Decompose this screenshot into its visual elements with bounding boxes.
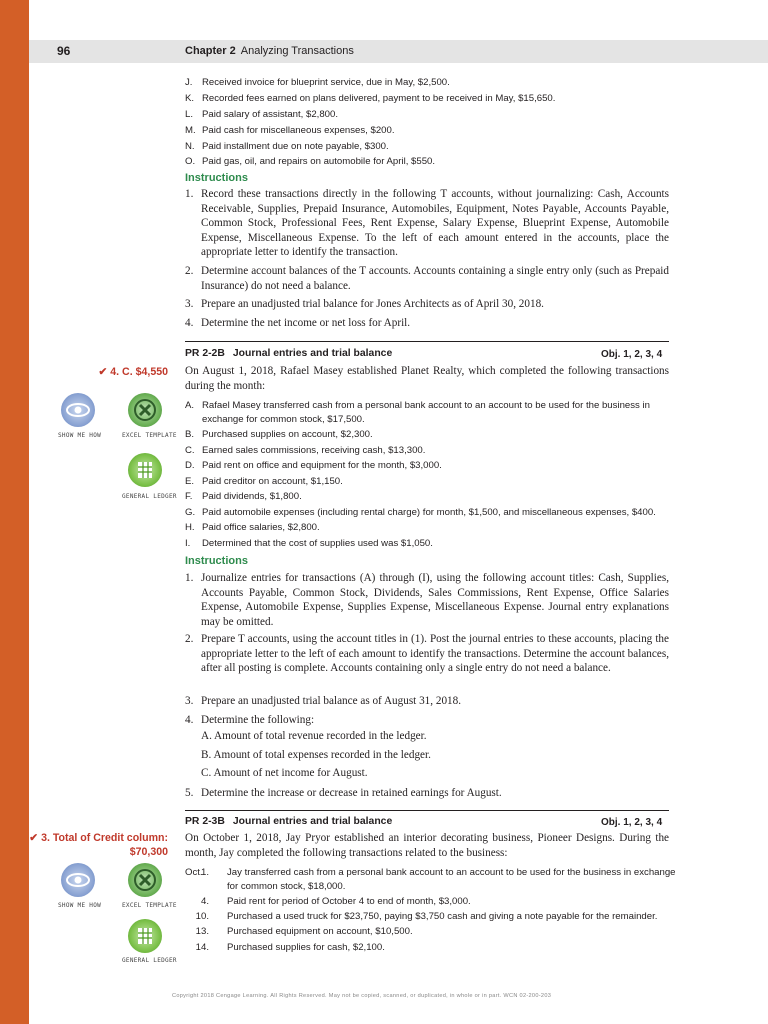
list-item: E. Paid creditor on account, $1,150. [185,476,343,487]
page-header-bar [29,40,768,63]
sub-step: B. Amount of total expenses recorded in the ledger. [201,749,431,761]
instruction-step: 3. Prepare an unadjusted trial balance as of August 31, 2018. [185,695,462,707]
list-item: D. Paid rent on office and equipment for the month, $3,000. [185,460,442,471]
list-item: B. Purchased supplies on account, $2,300. [185,429,373,440]
list-item: L. Paid salary of assistant, $2,800. [185,109,338,120]
excel-template-icon[interactable] [128,863,162,897]
list-item: M. Paid cash for miscellaneous expenses, $200. [185,125,395,136]
check-figure: ✔ 4. C. $4,550 [98,366,168,378]
sub-step: A. Amount of total revenue recorded in the ledger. [201,730,427,742]
sub-step: C. Amount of net income for August. [201,767,368,779]
dated-transaction: 4. Paid rent for period of October 4 to end of month, $3,000. [200,896,471,907]
copyright-footer: Copyright 2018 Cengage Learning. All Rights Reserved. May not be copied, scanned, or duplicated, in whole or in part. WCN 02-200-203 [172,993,552,999]
dated-transaction-continuation: for common stock, $18,000. [227,881,346,892]
check-figure-amount: $70,300 [129,846,168,858]
general-ledger-icon[interactable] [128,453,162,487]
dated-transaction: Oct. 1. Jay transferred cash from a personal bank account to an account to be used for the business in exchange [185,867,676,878]
problem-intro: On October 1, 2018, Jay Pryor established an interior decorating business, Pioneer Designs. During the month, Jay completed the following transactions related to the business: [185,832,669,859]
instruction-step: 3. Prepare an unadjusted trial balance for Jones Architects as of April 30, 2018. [185,298,544,310]
problem-heading: PR 2-2B Journal entries and trial balance [185,348,393,359]
show-me-how-label: SHOW ME HOW [58,902,102,909]
list-item-continuation: exchange for common stock, $17,500. [202,414,365,425]
objectives: Obj. 1, 2, 3, 4 [601,817,663,828]
instructions-heading: Instructions [185,172,248,184]
chapter-label: Chapter 2 [185,45,236,57]
list-item: A. Rafael Masey transferred cash from a personal bank account to an account to be used for the business in [185,400,650,411]
excel-template-icon[interactable] [128,393,162,427]
orange-margin-strip [0,0,29,1024]
problem-intro: On August 1, 2018, Rafael Masey established Planet Realty, which completed the following transactions during the month: [185,365,669,392]
list-item: J. Received invoice for blueprint service, due in May, $2,500. [185,77,450,88]
show-me-how-label: SHOW ME HOW [58,432,102,439]
chapter-heading [185,45,354,57]
dated-transaction: 14. Purchased supplies for cash, $2,100. [195,942,385,953]
show-me-how-icon[interactable] [61,863,95,897]
instruction-step: 1. Record these transactions directly in the following T accounts, without journalizing: Cash, Accounts Receivable, Supplies, Prepaid Insurance, Automobiles, Equipment, Notes Payable, Accounts Payable, Common Stock, Professional Fees, Rent Expense, Salary Expense, Blueprint Expense, Automobile Expense, Miscellaneous Expense. To the left of each amount entered in the accounts, place the appropriate letter to identify the transaction. [185,188,669,259]
list-item: F. Paid dividends, $1,800. [185,491,302,502]
list-item: O. Paid gas, oil, and repairs on automobile for April, $550. [185,156,436,167]
general-ledger-icon[interactable] [128,919,162,953]
instruction-step: 4. Determine the net income or net loss for April. [185,317,411,329]
list-item: I. Determined that the cost of supplies used was $1,050. [185,538,433,549]
show-me-how-icon[interactable] [61,393,95,427]
objectives: Obj. 1, 2, 3, 4 [601,349,663,360]
list-item: K. Recorded fees earned on plans delivered, payment to be received in May, $15,650. [185,93,556,104]
section-rule [185,341,669,342]
list-item: H. Paid office salaries, $2,800. [185,522,320,533]
instruction-step: 5. Determine the increase or decrease in retained earnings for August. [185,787,502,799]
general-ledger-label: GENERAL LEDGER [122,493,177,500]
instruction-step: 2. Prepare T accounts, using the account titles in (1). Post the journal entries to these accounts, placing the appropriate letter to the left of each amount to identify the transactions. Determine the account balances, after all posting is complete. Accounts containing only a single entry do not need a balance. [185,633,669,675]
general-ledger-label: GENERAL LEDGER [122,957,177,964]
excel-template-label: EXCEL TEMPLATE [122,902,177,909]
instruction-step: 4. Determine the following: [185,714,315,726]
chapter-title: Analyzing Transactions [240,45,354,57]
dated-transaction: 10. Purchased a used truck for $23,750, paying $3,750 cash and giving a note payable for the remainder. [195,911,658,922]
list-item: C. Earned sales commissions, receiving cash, $13,300. [185,445,426,456]
excel-template-label: EXCEL TEMPLATE [122,432,177,439]
dated-transaction: 13. Purchased equipment on account, $10,500. [195,926,413,937]
page-number: 96 [57,44,71,58]
instruction-step: 1. Journalize entries for transactions (A) through (I), using the following account titles: Cash, Supplies, Accounts Payable, Common Stock, Dividends, Sales Commissions, Rent Expense, Office Salaries Expense, Automobile Expense, Supplies Expense, Miscellaneous Expense. Journal entry explanations may be omitted. [185,572,669,628]
problem-heading: PR 2-3B Journal entries and trial balance [185,816,393,827]
instruction-step: 2. Determine account balances of the T accounts. Accounts containing a single entry only (such as Prepaid Insurance) do not need a balance. [185,265,669,292]
check-figure: ✔ 3. Total of Credit column: [29,832,168,844]
section-rule [185,810,669,811]
instructions-heading: Instructions [185,555,248,567]
list-item: G. Paid automobile expenses (including rental charge) for month, $1,500, and miscellaneous expenses, $400. [185,507,656,518]
list-item: N. Paid installment due on note payable, $300. [185,141,389,152]
